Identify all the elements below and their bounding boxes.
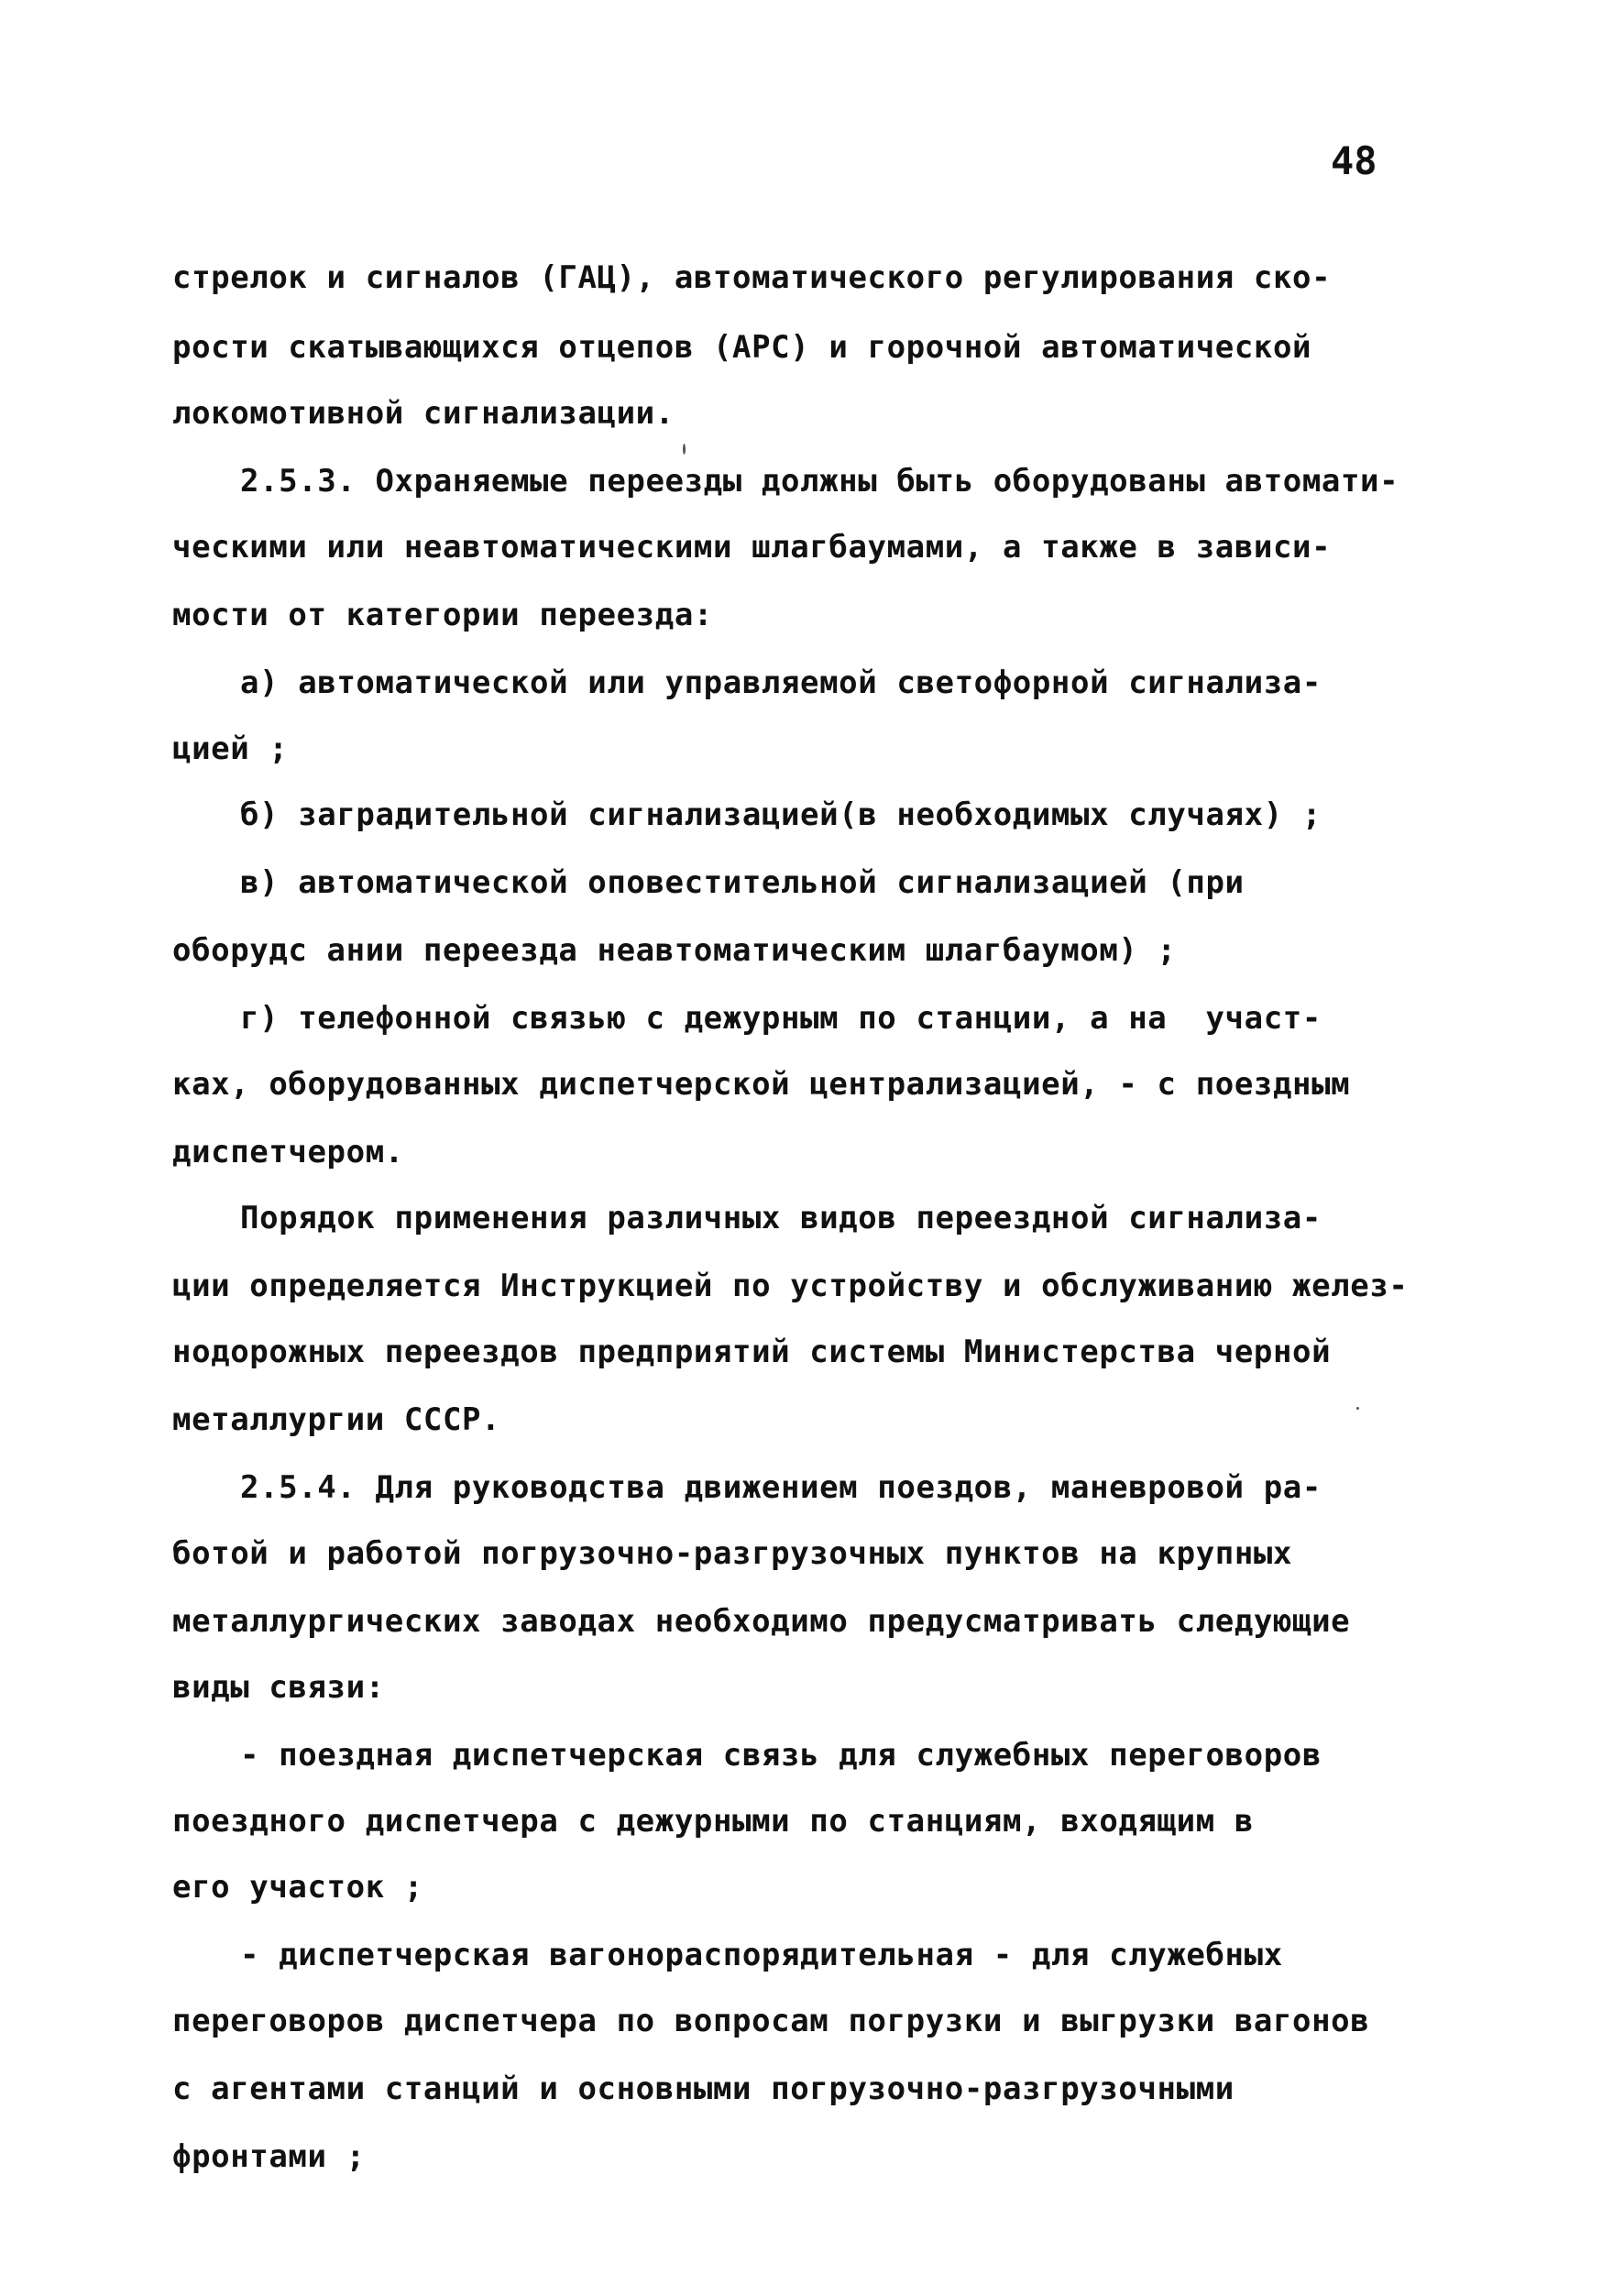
list-item-dash: - диспетчерская вагонораспорядительная - для служебных [240,1937,1283,1973]
list-item-a: а) автоматической или управляемой светофорной сигнализа- [240,665,1322,701]
text-line: металлургических заводах необходимо предусматривать следующие [172,1603,1351,1640]
list-item-dash: - поездная диспетчерская связь для служебных переговоров [240,1737,1322,1774]
text-line: цией ; [172,731,289,767]
text-line: стрелок и сигналов (ГАЦ), автоматического регулирования ско- [172,259,1332,296]
text-line: его участок ; [172,1869,423,1906]
list-item-b: б) заградительной сигнализацией(в необходимых случаях) ; [240,796,1322,833]
text-line: оборудс ании переезда неавтоматическим шлагбаумом) ; [172,932,1177,969]
text-line: ции определяется Инструкцией по устройству и обслуживанию желез- [172,1268,1409,1304]
list-item-v: в) автоматической оповестительной сигнализацией (при [240,864,1245,901]
list-item-g: г) телефонной связью с дежурным по станции, а на участ- [240,1000,1322,1037]
text-line: металлургии СССР. [172,1401,501,1438]
scan-speck [1356,1407,1359,1410]
text-line: поездного диспетчера с дежурными по станциям, входящим в [172,1803,1254,1840]
text-line: локомотивной сигнализации. [172,395,675,432]
paragraph-start: Порядок применения различных видов переездной сигнализа- [240,1200,1322,1236]
text-line: ческими или неавтоматическими шлагбаумами, а также в зависи- [172,529,1332,566]
page-number: 48 [1331,138,1377,183]
section-2-5-3-start: 2.5.3. Охраняемые переезды должны быть оборудованы автомати- [240,463,1399,500]
text-line: мости от категории переезда: [172,597,713,633]
text-line: ботой и работой погрузочно-разгрузочных пунктов на крупных [172,1535,1293,1572]
text-line: диспетчером. [172,1134,404,1170]
text-line: с агентами станций и основными погрузочно-разгрузочными [172,2071,1234,2107]
text-line: нодорожных переездов предприятий системы Министерства черной [172,1334,1332,1370]
text-line: переговоров диспетчера по вопросам погрузки и выгрузки вагонов [172,2003,1370,2039]
text-line: фронтами ; [172,2138,366,2175]
text-line: виды связи: [172,1669,385,1706]
text-line: ках, оборудованных диспетчерской централизацией, - с поездным [172,1066,1351,1103]
section-2-5-4-start: 2.5.4. Для руководства движением поездов, маневровой ра- [240,1469,1322,1506]
scan-speck [683,444,686,455]
text-line: рости скатывающихся отцепов (АРС) и горочной автоматической [172,329,1312,366]
